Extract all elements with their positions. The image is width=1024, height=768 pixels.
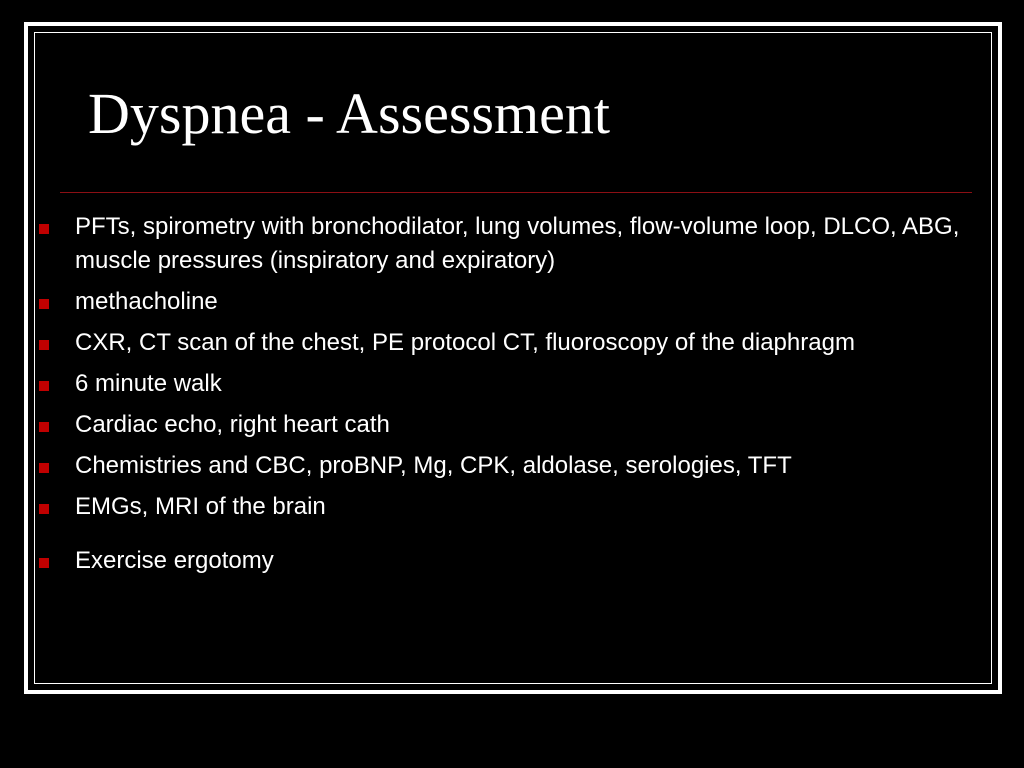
bullet-text: Chemistries and CBC, proBNP, Mg, CPK, aldolase, serologies, TFT xyxy=(75,452,792,479)
square-bullet-icon xyxy=(39,422,49,432)
square-bullet-icon xyxy=(39,340,49,350)
square-bullet-icon xyxy=(39,558,49,568)
bullet-text: CXR, CT scan of the chest, PE protocol CT, fluoroscopy of the diaphragm xyxy=(75,329,855,356)
bullet-text: EMGs, MRI of the brain xyxy=(75,493,326,520)
bullet-item xyxy=(34,544,964,578)
bullet-text: 6 minute walk xyxy=(75,370,222,397)
square-bullet-icon xyxy=(39,463,49,473)
title-divider xyxy=(60,192,972,193)
square-bullet-icon xyxy=(39,299,49,309)
bullet-item xyxy=(34,367,964,401)
square-bullet-icon xyxy=(39,381,49,391)
square-bullet-icon xyxy=(39,504,49,514)
bullet-item xyxy=(34,408,964,442)
bullet-text: Cardiac echo, right heart cath xyxy=(75,411,390,438)
bullet-item xyxy=(34,449,964,483)
bullet-item xyxy=(34,326,964,360)
bullet-item xyxy=(34,285,964,319)
square-bullet-icon xyxy=(39,224,49,234)
bullet-list xyxy=(34,210,964,585)
bullet-item xyxy=(34,210,964,278)
bullet-text: methacholine xyxy=(75,288,218,315)
slide-title: Dyspnea - Assessment xyxy=(88,81,610,146)
bullet-text: Exercise ergotomy xyxy=(75,547,274,574)
bullet-item xyxy=(34,490,964,524)
bullet-text: PFTs, spirometry with bronchodilator, lung volumes, flow-volume loop, DLCO, ABG, muscle pressures (inspiratory and expiratory) xyxy=(75,213,960,274)
